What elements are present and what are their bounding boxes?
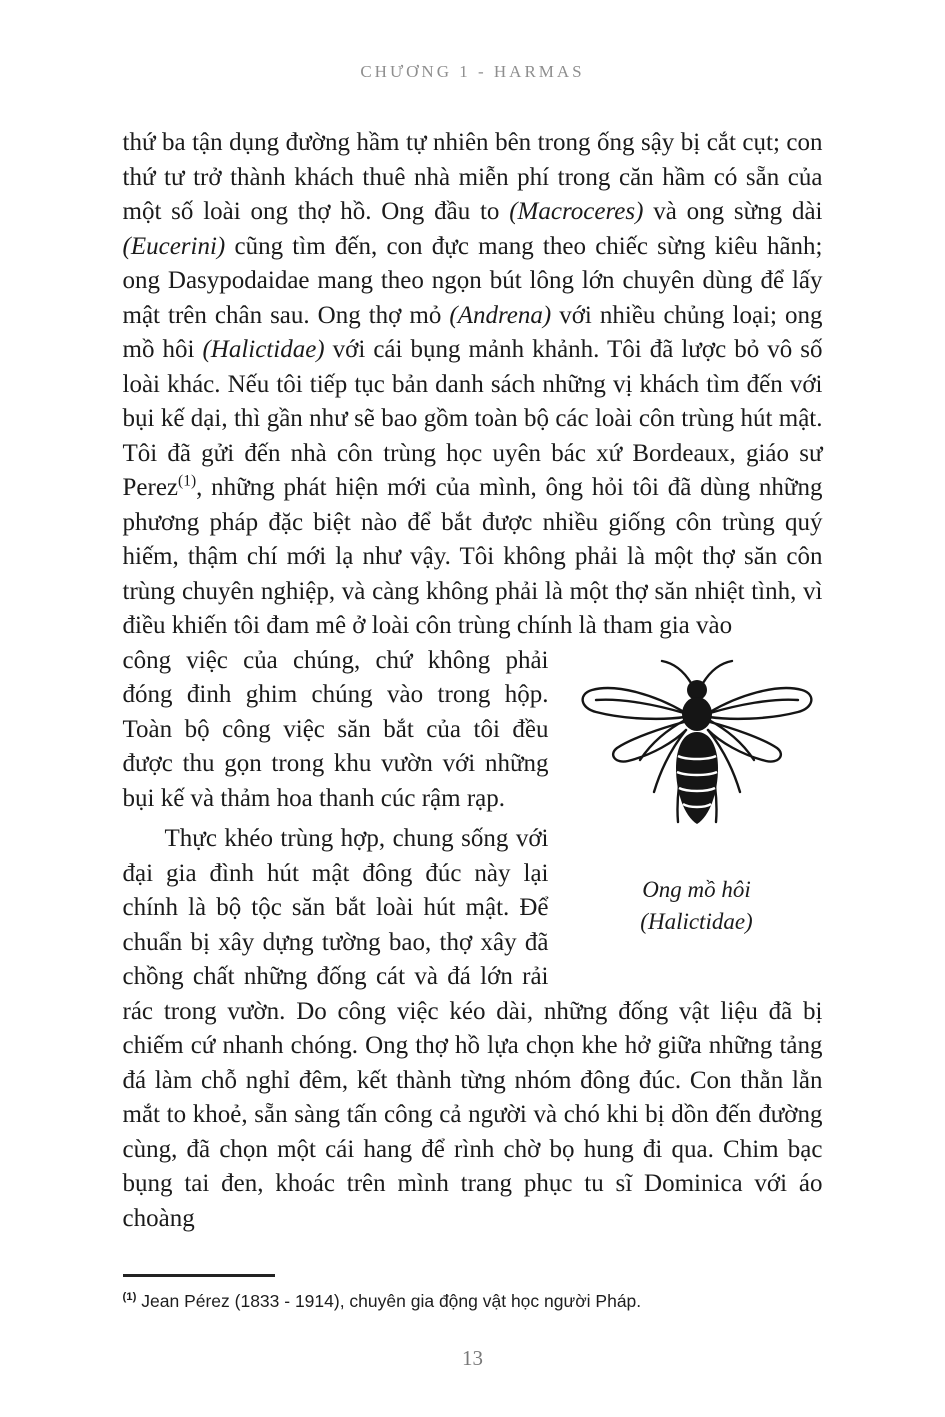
paragraph-1-continued: công việc của chúng, chứ không phải đóng đinh ghim chúng vào trong hộp. Toàn bộ công việc săn bắt của tôi đều được thu gọn trong khu vườn với những bụi kế và thảm hoa thanh cúc rậm rạp.: [122, 646, 549, 812]
page-number: 13: [462, 1346, 483, 1370]
figure-caption: [571, 874, 823, 938]
figure-caption-line1: Ong mồ hôi: [642, 876, 751, 902]
figure-caption-line2: (Halictidae): [640, 908, 753, 934]
text-column: [123, 126, 823, 1236]
paragraph-1: thứ ba tận dụng đường hầm tự nhiên bên trong ống sậy bị cắt cụt; con thứ tư trở thành khách thuê nhà miễn phí trong căn hầm có sẵn của một số loài ong thợ hồ. Ong đầu to (Macroceres) và ong sừng dài (Eucerini) cũng tìm đến, con đực mang theo chiếc sừng kiêu hãnh; ong Dasypodaidae mang theo ngọn bút lông lớn chuyên dùng để lấy mật trên chân sau. Ong thợ mỏ (Andrena) với nhiều chủng loại; ong mồ hôi (Halictidae) với cái bụng mảnh khảnh. Tôi đã lược bỏ vô số loài khác. Nếu tôi tiếp tục bản danh sách những vị khách tìm đến với bụi kế dại, thì gần như sẽ bao gồm toàn bộ các loài côn trùng hút mật. Tôi đã gửi đến nhà côn trùng học uyên bác xứ Bordeaux, giáo sư Perez$^{(1)}$, những phát hiện mới của mình, ông hỏi tôi đã dùng những phương pháp đặc biệt nào để bắt được nhiều giống côn trùng quý hiếm, thậm chí mới lạ như vậy. Tôi không phải là một thợ săn côn trùng chuyên nghiệp, và càng không phải là một thợ săn nhiệt tình, vì điều khiến tôi đam mê ở loài côn trùng chính là tham gia vào: [122, 129, 823, 639]
footnote: $^{(1)}$ Jean Pérez (1833 - 1914), chuyên gia động vật học người Pháp.: [122, 1291, 642, 1311]
insect-figure: [571, 650, 823, 938]
paragraph-2: Thực khéo trùng hợp, chung sống với đại gia đình hút mật đông đúc này lại chính là bộ tộc săn bắt loài hút mật. Để chuẩn bị xây dựng tường bao, thợ xây đã chồng chất những đống cát và đá lớn rải rác trong vườn. Do công việc kéo dài, những đống vật liệu đã bị chiếm cứ nhanh chóng. Ong thợ hồ lựa chọn khe hở giữa những tảng đá làm chỗ nghỉ đêm, kết thành từng nhóm đông đúc. Con thằn lằn mắt to khoẻ, sẵn sàng tấn công cả người và chó khi bị dồn đến đường cùng, đã chọn một cái hang để rình chờ bọ hung đi qua. Chim bạc bụng tai đen, khoác trên mình trang phục tu sĩ Dominica với áo choàng: [122, 825, 823, 1232]
running-head: CHƯƠNG 1 - HARMAS: [360, 62, 585, 81]
bee-illustration: [572, 650, 822, 860]
footnote-divider: [123, 1274, 275, 1277]
footnote-block: [123, 1274, 823, 1313]
